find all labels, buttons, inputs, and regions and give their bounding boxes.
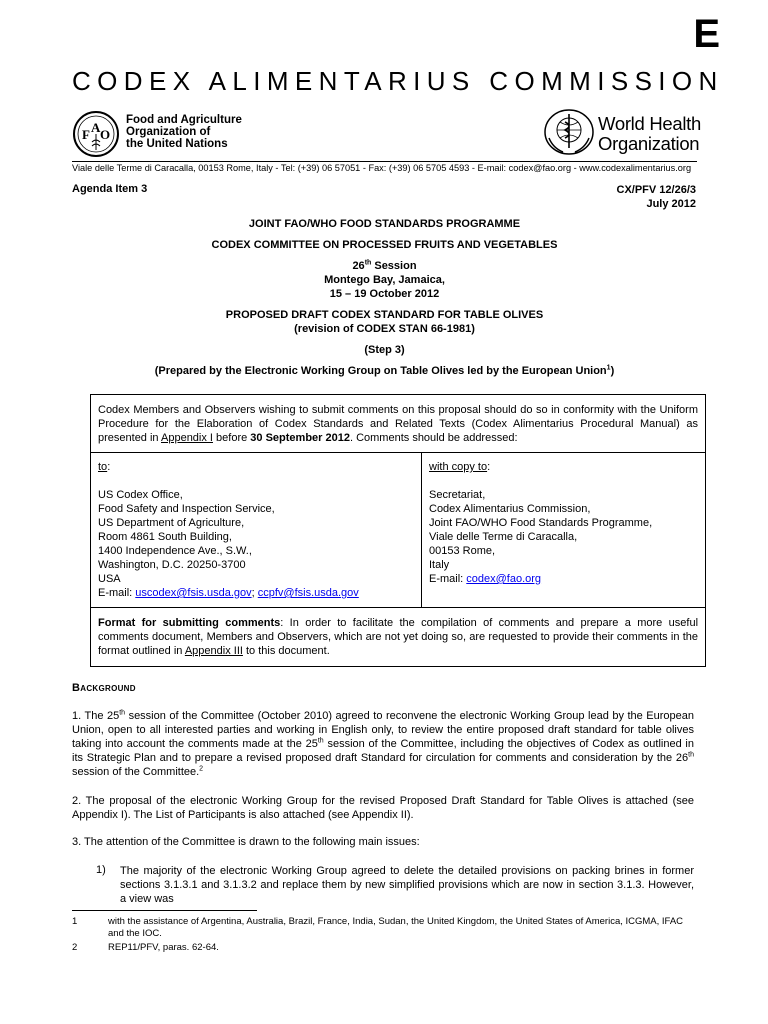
comments-box	[90, 394, 706, 667]
format-label: Format for submitting comments	[98, 617, 281, 629]
copy-label	[429, 460, 652, 474]
ccpfv-email-link[interactable]: ccpfv@fsis.usda.gov	[257, 587, 359, 599]
codex-fao-email-link[interactable]: codex@fao.org	[466, 573, 542, 585]
to-line: USA	[98, 573, 121, 585]
footnote-1-text: with the assistance of Argentina, Australia, Brazil, France, India, Sudan, the United Kingdom, the United States of America, ICGMA, IFAC and the IOC.	[108, 916, 684, 939]
copy-line: Secretariat,	[429, 489, 486, 501]
step-label: (Step 3)	[364, 344, 405, 356]
footnote-2-number: 2	[72, 942, 78, 953]
copy-label-colon: :	[487, 461, 491, 473]
to-email-label: E-mail:	[98, 587, 136, 599]
copy-label-text: with copy to	[429, 461, 488, 473]
intro-end: . Comments should be addressed:	[349, 432, 518, 444]
intro-text: Codex Members and Observers wishing to submit comments on this proposal should do so in conformity with the Uniform Procedure for the Elaboration of Codex Standards and Related Texts (Codex Alimentarius Procedural Manual) as presented in	[98, 404, 698, 444]
copy-line: 00153 Rome,	[429, 545, 496, 557]
prepared-text: (Prepared by the Electronic Working Group on Table Olives led by the European Union	[154, 365, 607, 377]
to-line: US Codex Office,	[98, 489, 183, 501]
document-revision: (revision of CODEX STAN 66-1981)	[294, 323, 475, 335]
to-label-colon: :	[107, 461, 111, 473]
uscodex-email-link[interactable]: uscodex@fsis.usda.gov	[135, 587, 252, 599]
p1-sup-3: th	[688, 751, 694, 759]
format-end: to this document.	[242, 645, 330, 657]
copy-line: Italy	[429, 559, 450, 571]
list-item-number: 1)	[96, 864, 106, 876]
language-marker: E	[693, 12, 720, 56]
to-address	[98, 460, 359, 600]
format-instructions	[98, 616, 698, 658]
commission-title: CODEX ALIMENTARIUS COMMISSION	[72, 66, 724, 96]
copy-email-label: E-mail:	[429, 573, 467, 585]
footnote-1-number: 1	[72, 916, 78, 927]
intro-before: before	[212, 432, 251, 444]
comments-intro-row	[91, 395, 705, 453]
fao-line-2: Organization of	[126, 126, 211, 138]
copy-line: Codex Alimentarius Commission,	[429, 503, 591, 515]
fao-name	[126, 114, 242, 150]
prepared-end: )	[610, 365, 615, 377]
footnote-2-text: REP11/PFV, paras. 62-64.	[108, 942, 219, 953]
addresses-row	[91, 453, 705, 608]
svg-text:A: A	[91, 120, 101, 135]
paragraph-2: 2. The proposal of the electronic Working Group for the revised Proposed Draft Standard for Table Olives is attached (see Appendix I). The List of Participants is also attached (see Appendix II).	[72, 795, 694, 821]
doc-number: CX/PFV 12/26/3	[616, 184, 696, 196]
column-divider	[421, 453, 422, 607]
p1-sup-2: th	[317, 737, 324, 745]
p1-part-b: session of the Committee (October 2010) agreed to reconvene the electronic Working Group lead by the European Union, open to all interested parties and working in English only, to review the entire proposed draft standard for table olives taking into account the comments made at the 25	[72, 710, 694, 750]
p1-part-c: session of the Committee, including the objectives of Codex as outlined in its Strategic Plan and to prepare a revised proposed draft Standard for circulation for comments and consideration by the 26	[72, 738, 694, 764]
svg-text:O: O	[100, 127, 111, 142]
p1-part-d: session of the Committee.	[72, 766, 200, 778]
comments-intro	[98, 403, 698, 445]
footnote-ref-2: 2	[199, 765, 204, 773]
p1-part-a: 1. The 25	[72, 710, 120, 722]
session-dates: 15 – 19 October 2012	[329, 288, 440, 300]
who-line-2: Organization	[598, 133, 700, 154]
session-place: Montego Bay, Jamaica,	[324, 274, 445, 286]
paragraph-3: 3. The attention of the Committee is drawn to the following main issues:	[72, 836, 420, 848]
copy-address	[429, 460, 652, 586]
fao-line-1: Food and Agriculture	[126, 114, 242, 126]
to-label-text: to	[98, 461, 108, 473]
committee-title: CODEX COMMITTEE ON PROCESSED FRUITS AND VEGETABLES	[211, 239, 558, 251]
copy-line: Viale delle Terme di Caracalla,	[429, 531, 578, 543]
footnote-divider	[72, 910, 257, 911]
to-line: Washington, D.C. 20250-3700	[98, 559, 246, 571]
session-info	[72, 259, 697, 301]
appendix-iii-link[interactable]: Appendix III	[184, 645, 243, 657]
to-line: US Department of Agriculture,	[98, 517, 245, 529]
doc-date: July 2012	[646, 198, 696, 210]
appendix-i-link[interactable]: Appendix I	[161, 432, 213, 444]
svg-text:F: F	[82, 127, 90, 142]
copy-email	[429, 572, 652, 586]
session-suffix: th	[364, 259, 372, 267]
format-text: : In order to facilitate the compilation of comments and prepare a more useful comments document, Members and Observers, which are not yet doing so, are requested to provide their comments in the format outlined in	[98, 617, 699, 657]
to-line: Food Safety and Inspection Service,	[98, 503, 275, 515]
who-line-1: World Health	[598, 113, 701, 134]
section-heading-background: Background	[72, 682, 136, 694]
document-reference	[617, 183, 697, 211]
format-row	[91, 608, 705, 666]
email-separator: ;	[251, 587, 258, 599]
to-label	[98, 460, 359, 474]
copy-line: Joint FAO/WHO Food Standards Programme,	[429, 517, 653, 529]
document-title	[72, 308, 697, 336]
prepared-by	[72, 364, 697, 378]
header-divider	[72, 161, 697, 162]
contact-address: Viale delle Terme di Caracalla, 00153 Rome, Italy - Tel: (+39) 06 57051 - Fax: (+39) 06 5705 4593 - E-mail: codex@fao.org - www.codexalimentarius.org	[72, 163, 692, 173]
to-line: 1400 Independence Ave., S.W.,	[98, 545, 252, 557]
to-email	[98, 586, 359, 600]
p1-sup-1: th	[119, 709, 126, 717]
footnote-ref-1: 1	[606, 364, 611, 372]
who-logo-icon	[543, 108, 595, 156]
paragraph-1	[72, 709, 694, 779]
list-item-text: The majority of the electronic Working Group agreed to delete the detailed provisions on packing brines in former sections 3.1.3.1 and 3.1.3.2 and replace them by new simplified provisions which are now in section 3.1.3. However, a view was	[120, 865, 694, 905]
fao-logo-icon	[72, 110, 120, 158]
session-word: Session	[371, 260, 417, 272]
document-title-main: PROPOSED DRAFT CODEX STANDARD FOR TABLE OLIVES	[225, 309, 544, 321]
to-line: Room 4861 South Building,	[98, 531, 232, 543]
fao-line-3: the United Nations	[126, 138, 228, 150]
session-line	[72, 259, 697, 273]
programme-title: JOINT FAO/WHO FOOD STANDARDS PROGRAMME	[248, 218, 521, 230]
agenda-item: Agenda Item 3	[72, 183, 148, 195]
who-name	[598, 114, 701, 154]
deadline-date: 30 September 2012	[250, 432, 350, 444]
session-number: 26	[352, 260, 365, 272]
